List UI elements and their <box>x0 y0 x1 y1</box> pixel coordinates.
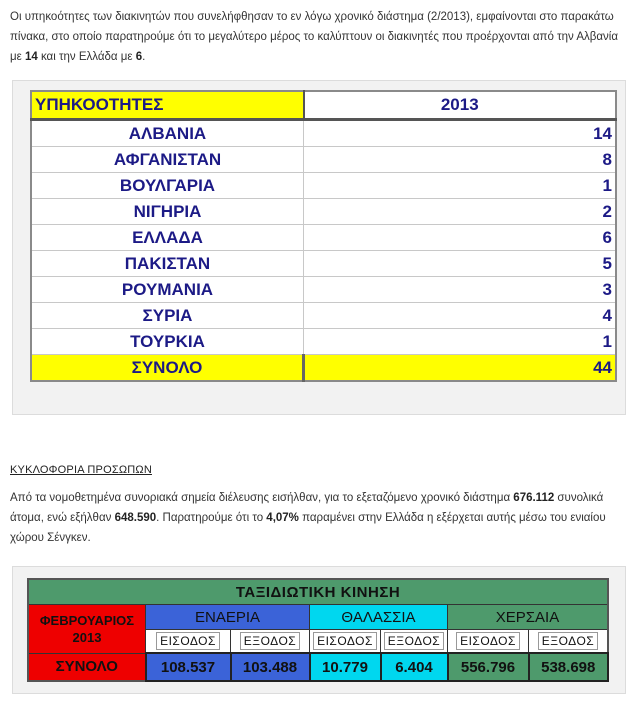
travel-total-row <box>28 653 608 681</box>
month-label: ΦΕΒΡΟΥΑΡΙΟΣ 2013 <box>28 605 146 654</box>
header-nationalities: ΥΠΗΚΟΟΤΗΤΕΣ <box>31 91 304 120</box>
nationality-name: ΣΥΡΙΑ <box>31 303 304 329</box>
sea-in-value: 10.779 <box>310 653 381 681</box>
total-label: ΣΥΝΟΛΟ <box>31 355 304 382</box>
nationality-name: ΕΛΛΑΔΑ <box>31 225 304 251</box>
land-out-label: ΕΞΟΔΟΣ <box>538 632 598 650</box>
sea-out-label: ΕΞΟΔΟΣ <box>384 632 444 650</box>
traffic-text-1: Από τα νομοθετημένα συνοριακά σημεία διέλευσης εισήλθαν, για το εξεταζόμενο χρονικό διάστημα <box>10 492 514 504</box>
travel-title-row <box>28 579 608 605</box>
travel-total-label: ΣΥΝΟΛΟ <box>28 653 146 681</box>
table-row <box>31 120 616 147</box>
category-row <box>28 605 608 630</box>
sea-out-value: 6.404 <box>381 653 448 681</box>
albania-count: 14 <box>24 51 38 63</box>
percent-value: 4,07% <box>266 512 299 524</box>
nationality-count: 5 <box>304 251 617 277</box>
land-out-value: 538.698 <box>529 653 609 681</box>
category-land: ΧΕΡΣΑΙΑ <box>448 605 609 630</box>
table-row <box>31 173 616 199</box>
nationalities-table <box>30 90 617 382</box>
header-year: 2013 <box>304 91 617 120</box>
nationality-count: 3 <box>304 277 617 303</box>
nationality-name: ΑΦΓΑΝΙΣΤΑΝ <box>31 147 304 173</box>
sea-in-label: ΕΙΣΟΔΟΣ <box>313 632 377 650</box>
nationality-name: ΤΟΥΡΚΙΑ <box>31 329 304 355</box>
nationality-count: 2 <box>304 199 617 225</box>
nationality-count: 4 <box>304 303 617 329</box>
table-header-row <box>31 91 616 120</box>
entered-count: 676.112 <box>513 492 555 504</box>
total-value: 44 <box>304 355 617 382</box>
table-row <box>31 225 616 251</box>
air-in-label: ΕΙΣΟΔΟΣ <box>156 632 220 650</box>
exited-count: 648.590 <box>114 512 157 524</box>
nationality-count: 1 <box>304 329 617 355</box>
travel-table <box>27 578 609 682</box>
total-row <box>31 355 616 382</box>
category-air: ΕΝΑΕΡΙΑ <box>146 605 310 630</box>
nationality-name: ΡΟΥΜΑΝΙΑ <box>31 277 304 303</box>
intro-text-3: . <box>142 51 146 63</box>
table-row <box>31 329 616 355</box>
traffic-text-2: συνολικά άτομα, ενώ εξήλθαν <box>10 492 604 524</box>
traffic-text-3: . Παρατηρούμε ότι το <box>156 512 267 524</box>
sea-in-header <box>310 630 381 654</box>
land-in-header <box>448 630 529 654</box>
air-in-header <box>146 630 231 654</box>
nationality-count: 14 <box>304 120 617 147</box>
intro-text-2: και την Ελλάδα με <box>37 51 136 63</box>
air-out-value: 103.488 <box>231 653 310 681</box>
table-row <box>31 251 616 277</box>
nationality-name: ΠΑΚΙΣΤΑΝ <box>31 251 304 277</box>
greece-count: 6 <box>135 51 143 63</box>
nationality-name: ΝΙΓΗΡΙΑ <box>31 199 304 225</box>
air-in-value: 108.537 <box>146 653 231 681</box>
nationality-count: 1 <box>304 173 617 199</box>
nationalities-table-frame <box>12 80 626 415</box>
sea-out-header <box>381 630 448 654</box>
table-row <box>31 147 616 173</box>
land-in-value: 556.796 <box>448 653 529 681</box>
travel-title: ΤΑΞΙΔΙΩΤΙΚΗ ΚΙΝΗΣΗ <box>28 579 608 605</box>
nationality-name: ΑΛΒΑΝΙΑ <box>31 120 304 147</box>
travel-table-frame <box>12 566 626 694</box>
traffic-text-4: παραμένει στην Ελλάδα η εξέρχεται αυτής μέσω του ενιαίου χώρου Σένγκεν. <box>10 512 606 544</box>
intro-paragraph <box>10 7 630 67</box>
traffic-paragraph <box>10 488 630 548</box>
nationality-count: 6 <box>304 225 617 251</box>
land-in-label: ΕΙΣΟΔΟΣ <box>456 632 520 650</box>
table-row <box>31 277 616 303</box>
nationality-name: ΒΟΥΛΓΑΡΙΑ <box>31 173 304 199</box>
land-out-header <box>529 630 609 654</box>
table-row <box>31 199 616 225</box>
air-out-label: ΕΞΟΔΟΣ <box>240 632 300 650</box>
table-row <box>31 303 616 329</box>
traffic-heading: ΚΥΚΛΟΦΟΡΙΑ ΠΡΟΣΩΠΩΝ <box>10 464 152 476</box>
nationality-count: 8 <box>304 147 617 173</box>
air-out-header <box>231 630 310 654</box>
intro-text-1: Οι υπηκοότητες των διακινητών που συνελήφθησαν το εν λόγω χρονικό διάστημα (2/2013), εμφαίνονται στο παρακάτω πίνακα, στο οποίο παρατηρούμε ότι το μεγαλύτερο μέρος το καλύπτουν οι διακινητές που προέρχονται από την Αλβανία με <box>10 11 618 63</box>
category-sea: ΘΑΛΑΣΣΙΑ <box>310 605 448 630</box>
